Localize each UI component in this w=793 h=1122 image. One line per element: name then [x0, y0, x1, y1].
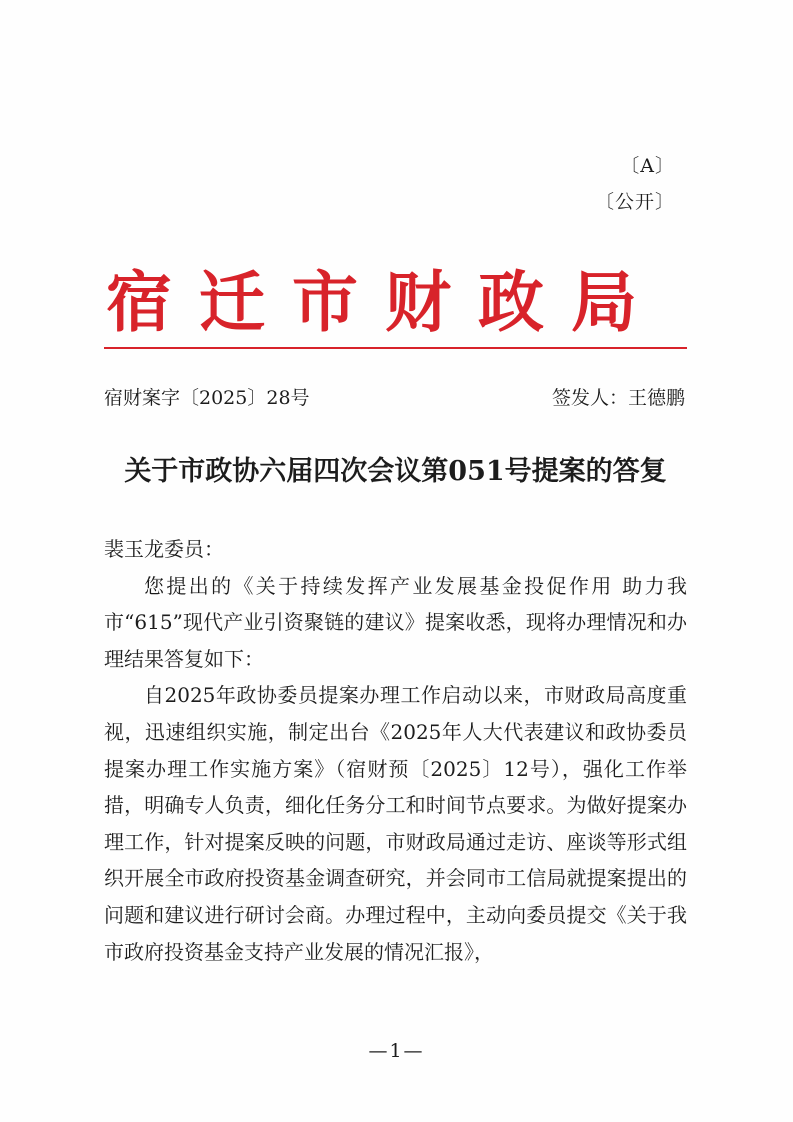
document-number: 宿财案字〔2025〕28号	[104, 387, 310, 409]
document-info-line	[104, 384, 687, 412]
disclosure-status: 〔公开〕	[594, 191, 675, 213]
body-paragraph: 您提出的《关于持续发挥产业发展基金投促作用 助力我市“615”现代产业引资聚链的建议》提案收悉，现将办理情况和办理结果答复如下：	[104, 573, 687, 671]
signer: 签发人：王德鹏	[551, 387, 685, 409]
document-title: 关于市政协六届四次会议第051号提案的答复	[124, 456, 667, 487]
page-number: —1—	[368, 1040, 425, 1062]
salutation: 裴玉龙委员：	[104, 537, 224, 561]
red-header-rule	[104, 347, 687, 349]
agency-header: 宿迁市财政局	[106, 263, 664, 341]
document-body	[104, 531, 687, 970]
body-paragraph: 自2025年政协委员提案办理工作启动以来，市财政局高度重视，迅速组织实施，制定出台《2025年人大代表建议和政协委员提案办理工作实施方案》（宿财预〔2025〕12号），强化工作举措，明确专人负责，细化任务分工和时间节点要求。为做好提案办理工作，针对提案反映的问题，市财政局通过走访、座谈等形式组织开展全市政府投资基金调查研究，并会同市工信局就提案提出的问题和建议进行研讨会商。办理过程中，主动向委员提交《关于我市政府投资基金支持产业发展的情况汇报》，	[104, 683, 687, 964]
classification-level: 〔A〕	[620, 155, 675, 177]
classification-mark	[595, 148, 675, 220]
